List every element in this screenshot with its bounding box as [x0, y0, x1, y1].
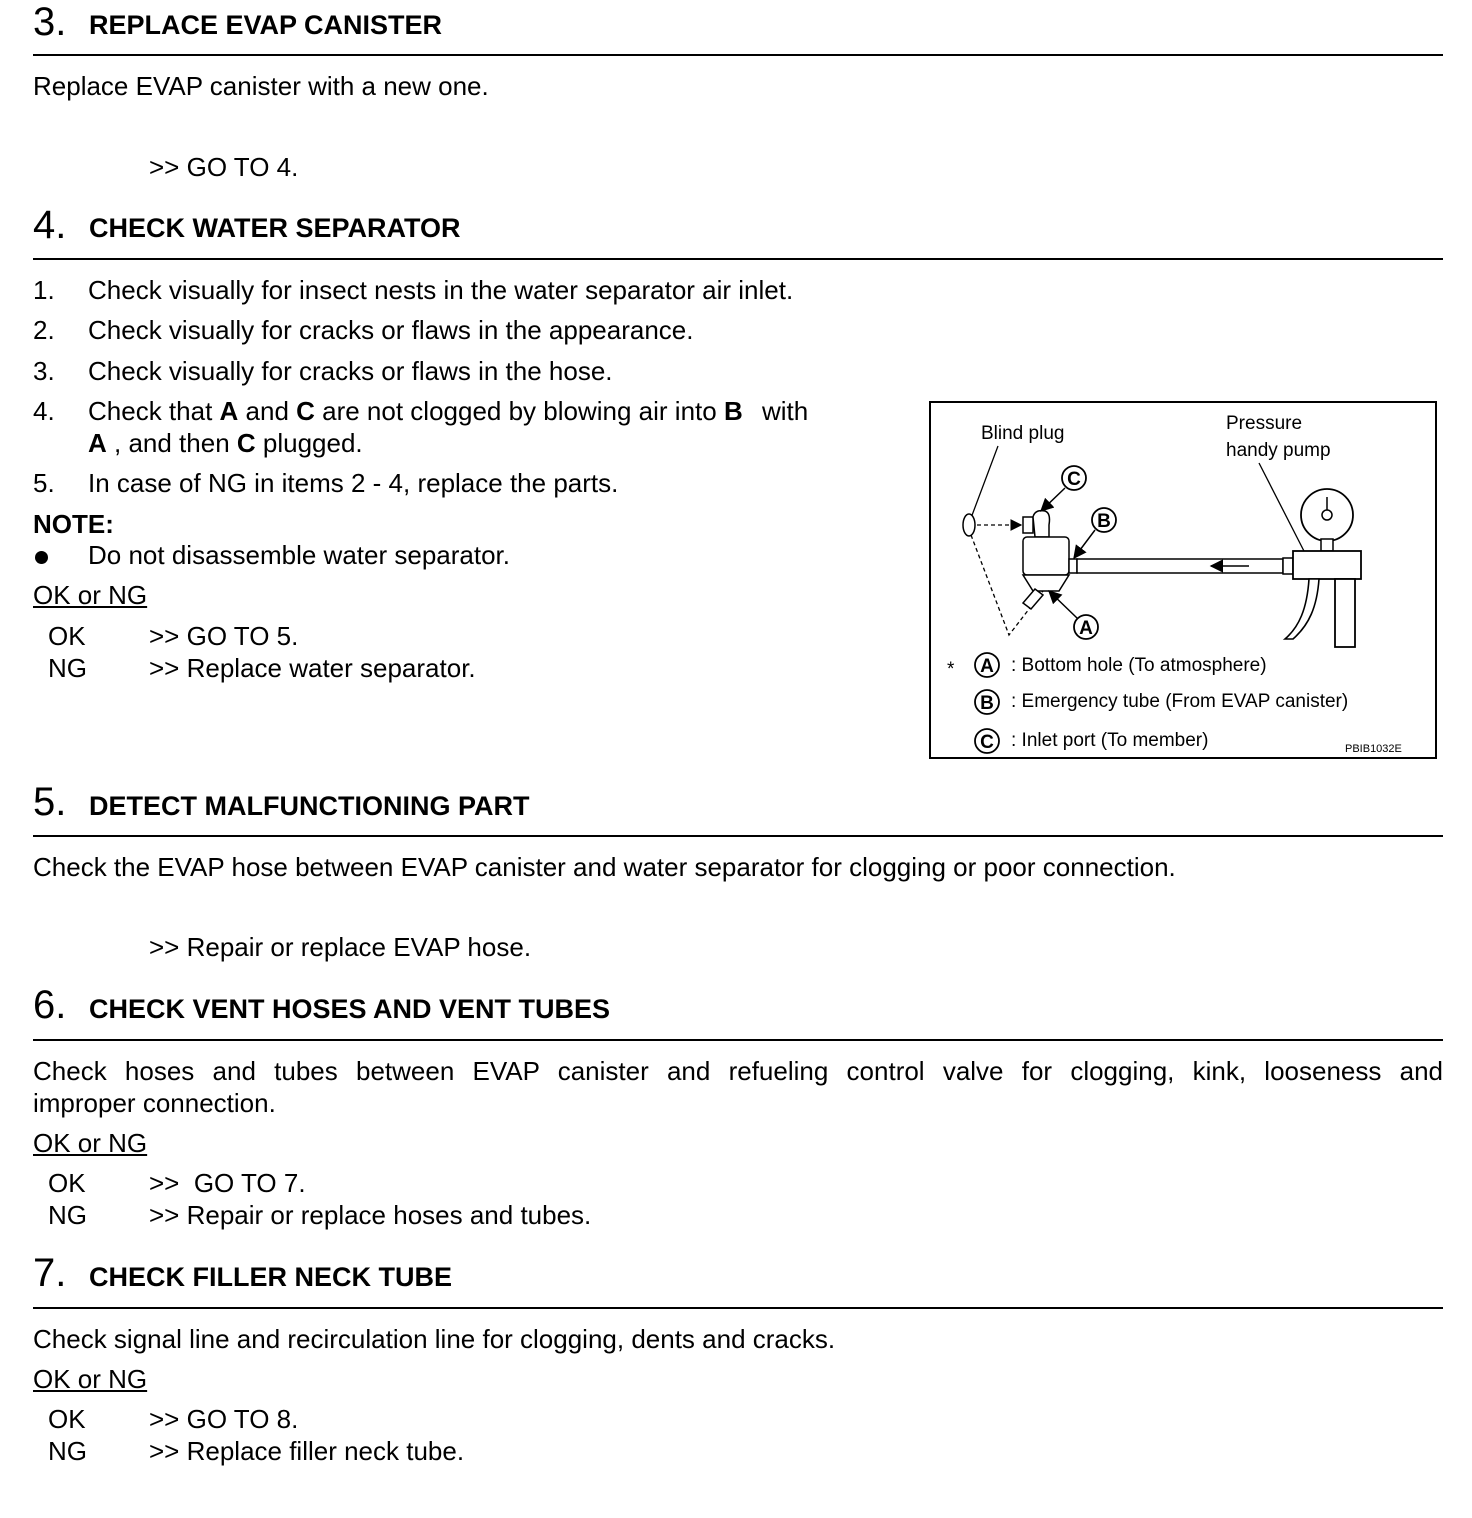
step-number: 3. [33, 356, 55, 386]
section-7-title: CHECK FILLER NECK TUBE [89, 1262, 452, 1292]
separator-base [1023, 575, 1069, 591]
ok-or-ng-label: OK or NG [33, 580, 148, 610]
section-5-title: DETECT MALFUNCTIONING PART [89, 791, 530, 821]
section-3-rule [33, 54, 1443, 56]
water-separator-diagram [931, 403, 1435, 757]
section-6-rule [33, 1039, 1443, 1041]
ok-action: >> GO TO 5. [149, 621, 299, 651]
section-7-rule [33, 1307, 1443, 1309]
legend-a-key: A [980, 656, 994, 677]
step-number: 5. [33, 468, 55, 498]
callout-c-arrow [1041, 488, 1065, 511]
legend-c-key: C [980, 732, 994, 753]
section-3-number: 3. [33, 0, 67, 44]
section-5-rule [33, 835, 1443, 837]
part-a-ref: A [219, 396, 239, 426]
legend-a-text: : Bottom hole (To atmosphere) [1011, 655, 1267, 676]
pump-handle [1335, 579, 1355, 647]
figure-code: PBIB1032E [1345, 743, 1402, 755]
bullet-icon [35, 551, 48, 564]
callout-c-label: C [1067, 469, 1081, 490]
emergency-tube-b [1069, 559, 1077, 573]
separator-body [1023, 537, 1069, 575]
pump-nozzle [1283, 558, 1293, 574]
inlet-elbow [1033, 511, 1050, 537]
callout-a-arrow [1049, 591, 1077, 618]
blind-plug-leader [971, 446, 998, 518]
callout-a-label: A [1079, 618, 1093, 639]
legend-c-text: : Inlet port (To member) [1011, 730, 1209, 751]
ng-action: >> Replace filler neck tube. [149, 1436, 465, 1466]
blind-plug-label: Blind plug [981, 423, 1065, 444]
legend-asterisk: * [947, 659, 955, 680]
section-4-rule [33, 258, 1443, 260]
section-5-goto: >> Repair or replace EVAP hose. [149, 932, 532, 962]
step-text: Check visually for cracks or flaws in the appearance. [88, 315, 694, 345]
ok-label: OK [48, 1404, 86, 1434]
section-6-body-line1: Check hoses and tubes between EVAP canister and refueling control valve for clogging, kink, looseness and [33, 1056, 1443, 1086]
ok-action: >> GO TO 7. [149, 1168, 306, 1198]
step-text: Check visually for insect nests in the water separator air inlet. [88, 275, 794, 305]
step-number: 4. [33, 396, 55, 426]
section-3-title: REPLACE EVAP CANISTER [89, 10, 443, 40]
step-text-continued: A , and then C plugged. [88, 428, 363, 458]
note-label: NOTE: [33, 509, 114, 539]
pump-leader [1259, 463, 1306, 555]
ok-label: OK [48, 621, 86, 651]
section-6-number: 6. [33, 983, 67, 1027]
inlet-port-c [1023, 517, 1033, 533]
pump-head [1293, 551, 1361, 579]
part-b-ref: B [723, 396, 743, 426]
bottom-hole-a [1023, 589, 1043, 609]
gauge-hub [1322, 510, 1332, 520]
ng-action: >> Repair or replace hoses and tubes. [149, 1200, 592, 1230]
gauge-stem [1321, 539, 1333, 551]
section-5-body: Check the EVAP hose between EVAP canister and water separator for clogging or poor connection. [33, 852, 1176, 882]
section-4-title: CHECK WATER SEPARATOR [89, 213, 461, 243]
callout-b-arrow [1074, 530, 1095, 558]
legend-b-key: B [980, 693, 994, 714]
step-text: Check visually for cracks or flaws in the hose. [88, 356, 613, 386]
section-3-body: Replace EVAP canister with a new one. [33, 71, 489, 101]
section-5-number: 5. [33, 780, 67, 824]
pump-label-line2: handy pump [1226, 440, 1331, 461]
section-6-body-line2: improper connection. [33, 1088, 276, 1118]
part-a-ref: A [88, 428, 107, 458]
note-item: Do not disassemble water separator. [88, 540, 510, 570]
water-separator-figure [929, 401, 1437, 759]
part-c-ref: C [236, 428, 256, 458]
blind-plug-icon [963, 514, 975, 536]
legend-b-text: : Emergency tube (From EVAP canister) [1011, 691, 1349, 712]
step-number: 2. [33, 315, 55, 345]
section-4-number: 4. [33, 203, 67, 247]
ok-action: >> GO TO 8. [149, 1404, 299, 1434]
callout-b-label: B [1097, 511, 1111, 532]
step-text: In case of NG in items 2 - 4, replace the parts. [88, 468, 619, 498]
connecting-tube [1077, 559, 1283, 573]
part-c-ref: C [296, 396, 315, 426]
section-7-body: Check signal line and recirculation line for clogging, dents and cracks. [33, 1324, 836, 1354]
section-3-goto: >> GO TO 4. [149, 152, 299, 182]
ng-label: NG [48, 1436, 87, 1466]
step-text: Check that A and C are not clogged by blowing air into B with [88, 396, 809, 426]
ng-label: NG [48, 653, 87, 683]
section-6-title: CHECK VENT HOSES AND VENT TUBES [89, 994, 611, 1024]
pump-lever [1285, 579, 1319, 639]
ng-label: NG [48, 1200, 87, 1230]
ok-label: OK [48, 1168, 86, 1198]
ng-action: >> Replace water separator. [149, 653, 476, 683]
pump-label-line1: Pressure [1226, 413, 1303, 434]
step-number: 1. [33, 275, 55, 305]
ok-or-ng-label: OK or NG [33, 1128, 148, 1158]
ok-or-ng-label: OK or NG [33, 1364, 148, 1394]
section-7-number: 7. [33, 1251, 67, 1295]
